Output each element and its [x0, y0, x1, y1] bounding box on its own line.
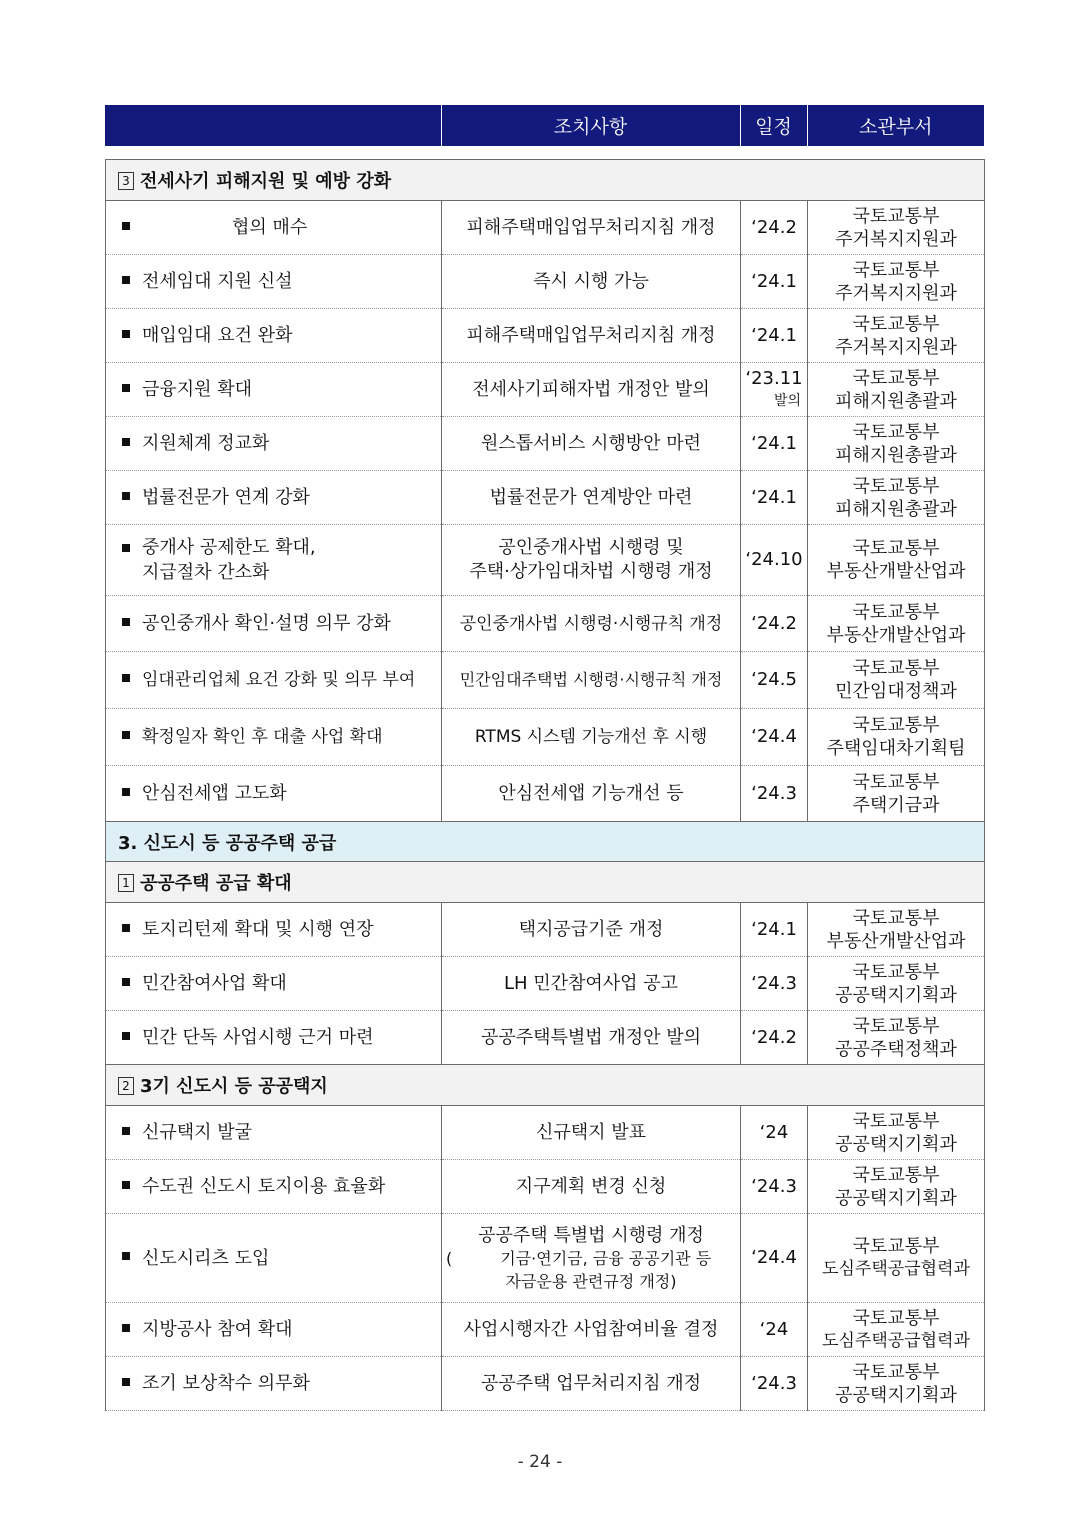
measures-table — [105, 159, 985, 1411]
page-number: - 24 - — [517, 1452, 563, 1472]
table-row — [106, 903, 985, 957]
bullet-icon — [122, 618, 130, 626]
action-text: 공공주택 특별법 시행령 개정 — [478, 1224, 704, 1246]
action-text-cont2: 자금운용 관련규정 개정) — [505, 1271, 677, 1291]
table-row — [106, 1011, 985, 1065]
dept-ministry: 국토교통부 — [852, 907, 940, 929]
dept-ministry: 국토교통부 — [852, 313, 940, 335]
item-text: 조기 보상착수 의무화 — [142, 1373, 310, 1394]
table-row — [106, 1160, 985, 1214]
dept-ministry: 국토교통부 — [852, 538, 940, 559]
bullet-icon — [122, 1324, 130, 1332]
dept-office: 피해지원총괄과 — [835, 498, 957, 520]
bullet-icon — [122, 731, 130, 739]
section-number: 2 — [118, 1077, 134, 1095]
action-text: 민간임대주택법 시행령·시행규칙 개정 — [442, 652, 741, 709]
chapter-title: 3. 신도시 등 공공주택 공급 — [106, 822, 985, 862]
action-text: 공인중개사법 시행령·시행규칙 개정 — [442, 596, 741, 652]
action-text: 법률전문가 연계방안 마련 — [442, 471, 741, 525]
bullet-icon — [122, 330, 130, 338]
action-text: 즉시 시행 가능 — [442, 255, 741, 309]
item-text: 협의 매수 — [232, 217, 308, 238]
date-text: ‘24.4 — [741, 709, 808, 766]
dept-office: 민간임대정책과 — [835, 681, 957, 702]
header-dept: 소관부서 — [807, 105, 984, 146]
item-text: 법률전문가 연계 강화 — [142, 487, 310, 508]
date-text: ‘24.3 — [741, 1160, 808, 1214]
dept-office: 공공택지기획과 — [835, 1187, 957, 1209]
table-row — [106, 309, 985, 363]
item-text: 신도시리츠 도입 — [142, 1247, 270, 1269]
section-title: 3기 신도시 등 공공택지 — [140, 1076, 328, 1097]
item-text: 금융지원 확대 — [142, 379, 253, 400]
date-text: ‘23.11 — [745, 367, 803, 389]
section-header — [106, 1065, 985, 1106]
dept-office: 공공택지기획과 — [835, 1384, 957, 1406]
date-text: ‘24.2 — [741, 596, 808, 652]
dept-ministry: 국토교통부 — [852, 1015, 940, 1037]
section-number: 3 — [118, 172, 134, 190]
dept-office: 피해지원총괄과 — [835, 444, 957, 466]
bullet-icon — [122, 492, 130, 500]
action-text: 피해주택매입업무처리지침 개정 — [442, 309, 741, 363]
table-row — [106, 471, 985, 525]
table-row — [106, 652, 985, 709]
item-text: 민간참여사업 확대 — [142, 973, 287, 994]
dept-office: 주거복지지원과 — [835, 336, 957, 358]
table-row — [106, 525, 985, 596]
action-text: RTMS 시스템 기능개선 후 시행 — [442, 709, 741, 766]
table-row — [106, 957, 985, 1011]
item-text: 확정일자 확인 후 대출 사업 확대 — [142, 726, 383, 747]
header-item — [105, 105, 441, 146]
section-header — [106, 862, 985, 903]
table-row — [106, 709, 985, 766]
action-text: 공공주택특별법 개정안 발의 — [442, 1011, 741, 1065]
item-text: 지방공사 참여 확대 — [142, 1319, 293, 1340]
bullet-icon — [122, 1127, 130, 1135]
dept-ministry: 국토교통부 — [852, 367, 940, 389]
action-text: 택지공급기준 개정 — [442, 903, 741, 957]
action-text: 피해주택매입업무처리지침 개정 — [442, 201, 741, 255]
dept-office: 부동산개발산업과 — [826, 930, 966, 952]
date-text: ‘24.1 — [741, 417, 808, 471]
date-text: ‘24.3 — [741, 766, 808, 822]
bullet-icon — [122, 978, 130, 986]
dept-office: 도심주택공급협력과 — [822, 1330, 970, 1351]
dept-ministry: 국토교통부 — [852, 601, 940, 623]
item-text: 토지리턴제 확대 및 시행 연장 — [142, 919, 374, 940]
chapter-header — [106, 822, 985, 862]
dept-office: 주택기금과 — [852, 794, 940, 816]
dept-office: 도심주택공급협력과 — [822, 1259, 970, 1279]
bullet-icon — [122, 544, 130, 552]
table-row — [106, 596, 985, 652]
table-row — [106, 201, 985, 255]
item-text: 수도권 신도시 토지이용 효율화 — [142, 1176, 386, 1197]
bullet-icon — [122, 1378, 130, 1386]
table-row — [106, 417, 985, 471]
item-text: 공인중개사 확인·설명 의무 강화 — [142, 613, 391, 634]
item-text: 임대관리업체 요건 강화 및 의무 부여 — [142, 669, 416, 690]
table-header — [105, 105, 984, 146]
date-text: ‘24.5 — [741, 652, 808, 709]
dept-ministry: 국토교통부 — [852, 1164, 940, 1186]
dept-ministry: 국토교통부 — [852, 961, 940, 983]
bullet-icon — [122, 674, 130, 682]
bullet-icon — [122, 438, 130, 446]
bullet-icon — [122, 1032, 130, 1040]
table-row — [106, 1214, 985, 1303]
section-title: 공공주택 공급 확대 — [140, 873, 292, 894]
date-text: ‘24.1 — [741, 471, 808, 525]
dept-ministry: 국토교통부 — [852, 421, 940, 443]
header-action: 조치사항 — [441, 105, 740, 146]
section-number: 1 — [118, 874, 134, 892]
item-text: 안심전세앱 고도화 — [142, 783, 287, 804]
date-text: ‘24 — [741, 1303, 808, 1357]
bullet-icon — [122, 222, 130, 230]
action-text: 지구계획 변경 신청 — [442, 1160, 741, 1214]
action-text: 신규택지 발표 — [442, 1106, 741, 1160]
dept-office: 부동산개발산업과 — [826, 624, 966, 646]
date-text: ‘24 — [741, 1106, 808, 1160]
action-text: 사업시행자간 사업참여비율 결정 — [442, 1303, 741, 1357]
dept-ministry: 국토교통부 — [852, 205, 940, 227]
action-text: LH 민간참여사업 공고 — [442, 957, 741, 1011]
bullet-icon — [122, 276, 130, 284]
action-text: 전세사기피해자법 개정안 발의 — [442, 363, 741, 417]
item-text-cont: 지급절차 간소화 — [142, 562, 270, 583]
dept-office: 부동산개발산업과 — [826, 561, 966, 582]
bullet-icon — [122, 788, 130, 796]
dept-ministry: 국토교통부 — [852, 259, 940, 281]
dept-office: 피해지원총괄과 — [835, 390, 957, 412]
section-title: 전세사기 피해지원 및 예방 강화 — [140, 171, 392, 192]
dept-office: 공공택지기획과 — [835, 984, 957, 1006]
action-text-cont: ( 기금·연기금, 금융 공공기관 등 — [446, 1248, 712, 1268]
date-text: ‘24.10 — [741, 525, 808, 596]
dept-ministry: 국토교통부 — [852, 1236, 940, 1257]
header-date: 일정 — [740, 105, 807, 146]
table-row — [106, 255, 985, 309]
item-text: 지원체계 정교화 — [142, 433, 270, 454]
dept-ministry: 국토교통부 — [852, 475, 940, 497]
date-text: ‘24.1 — [741, 255, 808, 309]
date-text: ‘24.2 — [741, 201, 808, 255]
item-text: 전세임대 지원 신설 — [142, 271, 293, 292]
dept-ministry: 국토교통부 — [852, 658, 940, 679]
dept-ministry: 국토교통부 — [852, 1307, 940, 1329]
date-note: 발의 — [773, 392, 801, 409]
item-text: 매입임대 요건 완화 — [142, 325, 293, 346]
date-text: ‘24.1 — [741, 309, 808, 363]
item-text: 중개사 공제한도 확대, — [142, 537, 316, 558]
dept-ministry: 국토교통부 — [852, 771, 940, 793]
date-text: ‘24.1 — [741, 903, 808, 957]
dept-ministry: 국토교통부 — [852, 1361, 940, 1383]
dept-office: 공공택지기획과 — [835, 1133, 957, 1155]
action-text: 안심전세앱 기능개선 등 — [442, 766, 741, 822]
dept-office: 주택임대차기획팀 — [826, 738, 966, 759]
table-row — [106, 363, 985, 417]
table-row — [106, 1106, 985, 1160]
dept-office: 공공주택정책과 — [835, 1038, 957, 1060]
dept-office: 주거복지지원과 — [835, 282, 957, 304]
table-row — [106, 1357, 985, 1411]
item-text: 민간 단독 사업시행 근거 마련 — [142, 1027, 374, 1048]
dept-office: 주거복지지원과 — [835, 228, 957, 250]
table-row — [106, 766, 985, 822]
dept-ministry: 국토교통부 — [852, 715, 940, 736]
table-row — [106, 1303, 985, 1357]
action-text: 공공주택 업무처리지침 개정 — [442, 1357, 741, 1411]
bullet-icon — [122, 1181, 130, 1189]
action-text-cont: 주택·상가임대차법 시행령 개정 — [469, 561, 713, 582]
date-text: ‘24.3 — [741, 957, 808, 1011]
bullet-icon — [122, 384, 130, 392]
bullet-icon — [122, 1252, 130, 1260]
item-text: 신규택지 발굴 — [142, 1122, 253, 1143]
action-text: 공인중개사법 시행령 및 — [498, 537, 684, 558]
date-text: ‘24.2 — [741, 1011, 808, 1065]
dept-ministry: 국토교통부 — [852, 1110, 940, 1132]
action-text: 원스톱서비스 시행방안 마련 — [442, 417, 741, 471]
bullet-icon — [122, 924, 130, 932]
date-text: ‘24.4 — [741, 1214, 808, 1303]
date-text: ‘24.3 — [741, 1357, 808, 1411]
section-header — [106, 160, 985, 201]
